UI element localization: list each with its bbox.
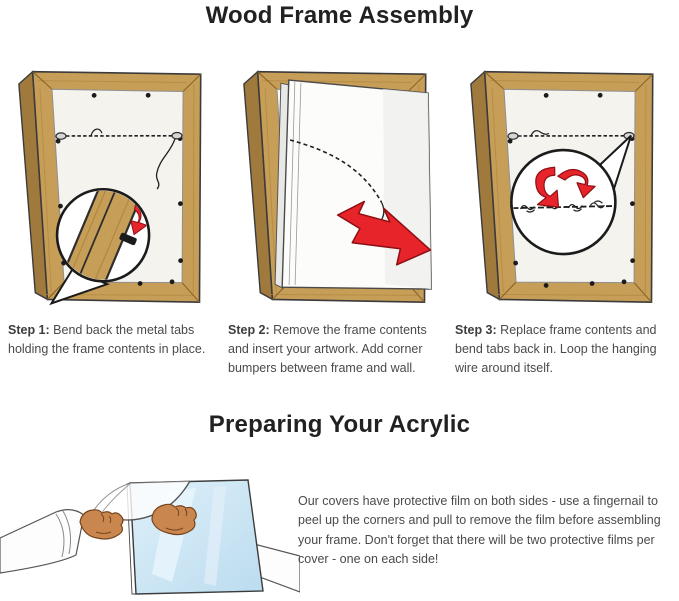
step-2-label: Step 2: [228,323,270,337]
left-hand [80,510,123,539]
frame-contents-removal-icon [233,55,445,313]
step-1-text: Bend back the metal tabs holding the frame contents in place. [8,323,206,356]
acrylic-section-title: Preparing Your Acrylic [208,411,471,438]
step-3-illustration [460,55,672,313]
step-3-label: Step 3: [455,323,497,337]
step-1-illustration [8,55,220,313]
step-1-caption [8,321,222,359]
assembly-section-title: Wood Frame Assembly [205,2,474,29]
acrylic-peel-illustration [0,458,300,601]
step-3-caption [455,321,673,378]
wire-loop-icon [460,55,672,313]
step-2-text: Remove the frame contents and insert your artwork. Add corner bumpers between frame and wall. [228,323,427,375]
left-sleeve [0,510,84,573]
step-3-text: Replace frame contents and bend tabs back in. Loop the hanging wire around itself. [455,323,657,375]
step-1-label: Step 1: [8,323,50,337]
hands-peeling-film-icon [0,458,300,601]
acrylic-instructions-text: Our covers have protective film on both sides - use a fingernail to peel up the corners and pull to remove the film before assembling your frame. Don't forget that there will be two protective films per cover - one on each side! [298,494,661,567]
step-2-caption [228,321,446,378]
step-2-illustration [233,55,445,313]
wood-frame-back-icon [8,55,220,313]
